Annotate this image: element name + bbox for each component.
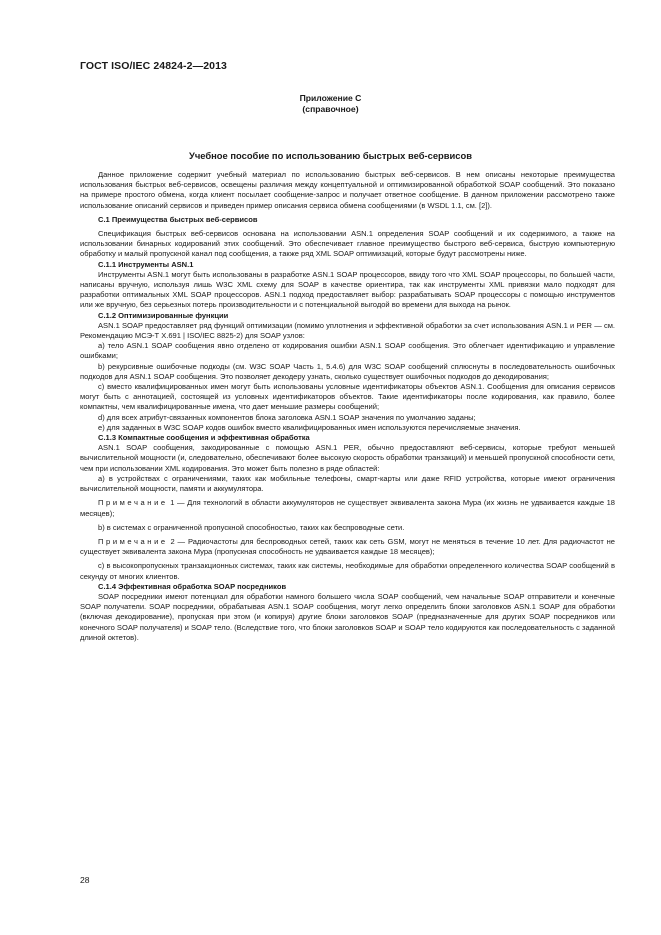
list-item: а) в устройствах с ограничениями, таких как мобильные телефоны, смарт-карты или даже RFID устройства, которые имеют ограничения вычислительной мощности, памяти и аккумулятора. [80, 473, 615, 494]
section-heading-c1: С.1 Преимущества быстрых веб-сервисов [98, 214, 258, 224]
paragraph: SOAP посредники имеют потенциал для обработки намного большего числа SOAP сообщений, чем начальные SOAP отправители и конечные SOAP получатели. SOAP посредники, обрабатывая ASN.1 SOAP сообщения, могут легко определить блоки заголовков ASN.1 SOAP для обработки (включая декодирование), пропуская при этом (и копируя) другие блоки заголовков SOAP (предназначенные для других SOAP посредников или конечного SOAP получателя) и SOAP тело. (Вследствие того, что блоки заголовков SOAP и SOAP тело кодируются как последовательность с заданной длиной октетов). [80, 591, 615, 642]
list-item: с) вместо квалифицированных имен могут быть использованы условные идентификаторы объектов ASN.1. Сообщения для описания сервисов могут быть с аннотацией, состоящей из условных идентификаторов объектов. Такие идентификаторы после кодирования, как правило, более компактны, чем квалифицированные имена, что дает меньшие размеры сообщений; [80, 382, 615, 412]
list-item: b) рекурсивные ошибочные подкоды (см. W3C SOAP Часть 1, 5.4.6) для W3C SOAP сообщений сплюснуты в последовательность ошибочных подкодов для ASN.1 SOAP сообщения. Это позволяет декодеру узнать, сколько существует ошибочных подкодов до декодирования; [80, 361, 615, 381]
standard-header: ГОСТ ISO/IEC 24824-2—2013 [80, 60, 227, 72]
page-number: 28 [80, 875, 90, 885]
list-item: b) в системах с ограниченной пропускной способностью, таких как беспроводные сети. [98, 522, 405, 532]
paragraph: Инструменты ASN.1 могут быть использованы в разработке ASN.1 SOAP процессоров, ввиду того что XML SOAP процессоры, по большей части, написаны вручную, используя лишь W3C XML схему для SOAP в качестве ориентира, так как инструменты XML привязки мало подходят для разработки оптимальных XML SOAP процессоров. ASN.1 подход предоставляет выбор: разрабатывать SOAP процессоры с помощью инструментов или же вручную, без серьезных потерь производительности и с потенциальной выгодой во времени для выхода на рынок. [80, 269, 615, 310]
note-label: Примечание [98, 498, 168, 508]
note-1 [80, 498, 615, 518]
paragraph: Спецификация быстрых веб-сервисов основана на использовании ASN.1 определения SOAP сообщений и их содержимого, а также на использовании бинарных кодирований этих сообщений. Это обеспечивает главное преимущество быстрого веб-сервиса, быструю компьютерную обработку и малый пропускной канал под сообщения, а также ряд XML SOAP оптимизаций, которые будут рассмотрены ниже. [80, 229, 615, 259]
note-2 [80, 537, 615, 557]
list-item: а) тело ASN.1 SOAP сообщения явно отделено от кодирования ошибки ASN.1 SOAP сообщения. Это облегчает идентификацию и управление ошибками; [80, 341, 615, 361]
paragraph: ASN.1 SOAP сообщения, закодированные с помощью ASN.1 PER, обычно предоставляют веб-сервисы, которые требуют меньшей вычислительной мощности (и, следовательно, обеспечивают более высокую скорость обработки транзакций) и меньшей пропускной способности сети, чем при использовании XML кодирования. Это может быть полезно в ряде областей: [80, 443, 616, 473]
list-item: с) в высокопропускных транзакционных системах, таких как системы, необходимые для обработки определенного количества SOAP сообщений в секунду от многих клиентов. [80, 561, 615, 581]
document-title: Учебное пособие по использованию быстрых веб-сервисов [188, 150, 472, 161]
section-heading-c1-1: С.1.1 Инструменты ASN.1 [98, 259, 194, 269]
note-text: 2 — Радиочастоты для беспроводных сетей, таких как сеть GSM, могут не меняться в течение 10 лет. Для радиочастот не существует эквивалента закона Мура (пропускная способность не удваивается каждые 18 месяцев); [80, 536, 615, 557]
appendix-label: Приложение С [299, 93, 362, 103]
section-heading-c1-2: С.1.2 Оптимизированные функции [98, 310, 229, 320]
list-item: d) для всех атрибут-связанных компонентов блока заголовка ASN.1 SOAP значения по умолчанию заданы; [98, 412, 476, 422]
note-label: Примечание [98, 536, 168, 546]
intro-paragraph: Данное приложение содержит учебный материал по использованию быстрых веб-сервисов. В нем описаны некоторые преимущества использования быстрых веб-сервисов, освещены различия между концептуальной и оптимизированной обработкой SOAP сообщений. Это показано на примере простого обмена, когда клиент посылает сообщение-запрос и получает ответное сообщение. В данном приложении рассмотрено также использование описаний сервисов и приведен пример описания сервиса обмена сообщениями (в WSDL 1.1, см. [2]). [80, 170, 615, 210]
appendix-type: (справочное) [302, 104, 359, 114]
document-body [80, 170, 615, 643]
section-heading-c1-4: С.1.4 Эффективная обработка SOAP посредников [98, 581, 287, 591]
section-heading-c1-3: С.1.3 Компактные сообщения и эффективная обработка [98, 433, 310, 443]
paragraph: ASN.1 SOAP предоставляет ряд функций оптимизации (помимо уплотнения и эффективной обработки за счет использования ASN.1 и PER — см. Рекомендацию МСЭ-Т X.691 | ISO/IEC 8825-2) для SOAP узлов: [80, 320, 615, 341]
list-item: е) для заданных в W3C SOAP кодов ошибок вместо квалифицированных имен используются перечисляемые значения. [98, 422, 521, 432]
note-text: 1 — Для технологий в области аккумуляторов не существует эквивалента закона Мура (их жизнь не удваивается каждые 18 месяцев); [80, 498, 615, 518]
